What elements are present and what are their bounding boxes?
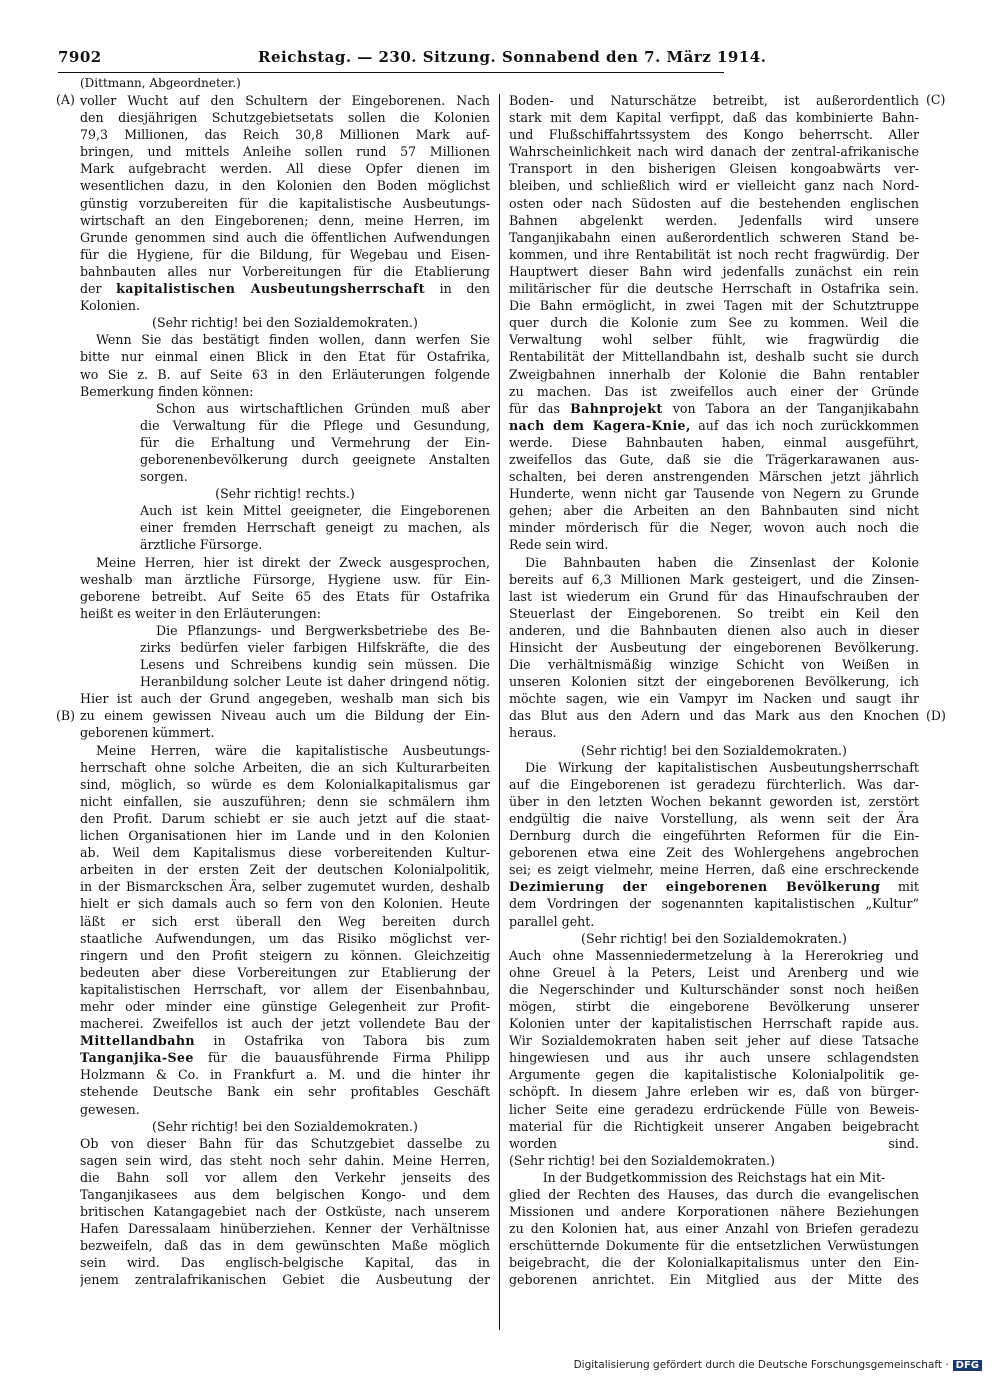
right-column-line: heraus. [509, 725, 557, 741]
right-column-line: zu den Kolonien hat, aus einer Anzahl von Briefen geradezu [509, 1221, 919, 1237]
left-column-line: Die Pflanzungs- und Bergwerksbetriebe des Be- [156, 622, 490, 638]
left-column-line: Schon aus wirtschaftlichen Gründen muß aber [156, 400, 490, 416]
right-column-line: licher Seite eine geradezu erdrückende Fülle von Beweis- [509, 1101, 919, 1117]
left-column-line: für die Erhaltung und Vermehrung der Ein- [140, 434, 490, 450]
right-column-line: kommen, und ihre Rentabilität ist noch recht fragwürdig. Der [509, 246, 919, 262]
left-column-line: wo Sie z. B. auf Seite 63 in den Erläuterungen folgende [80, 366, 490, 382]
right-column-line: auf die Eingeborenen ist geradezu fürchterlich. Was dar- [509, 776, 919, 792]
left-column-line: voller Wucht auf den Schultern der Eingeborenen. Nach [80, 93, 490, 108]
right-column-line: Dernburg durch die eingeführten Reformen für die Ein- [509, 828, 919, 844]
right-column-line: möchte sagen, wie ein Vampyr im Nacken und saugt ihr [509, 691, 919, 707]
right-column-line: werde. Diese Bahnbauten haben, einmal ausgeführt, [509, 434, 919, 450]
right-column-line: Hunderte, wenn nicht gar Tausende von Negern zu Grunde [509, 486, 919, 502]
page-number: 7902 [58, 48, 102, 66]
left-column-line: jenem zentralafrikanischen Gebiet die Ausbeutung der [80, 1272, 490, 1288]
right-column-line: Hauptwert dieser Bahn wird jedenfalls zunächst ein rein [509, 263, 919, 279]
right-column-line: militärischer für die deutsche Herrschaft in Ostafrika sein. [509, 281, 919, 297]
emphasis: nach dem Kagera-Knie, [509, 417, 691, 433]
right-column-line: zweifellos das Gute, daß sie die Trägerkarawanen aus- [509, 451, 919, 467]
left-column-line: läßt er sich erst überall den Weg bereiten durch [80, 913, 490, 929]
left-column-line: bezweifeln, daß das in dem gewünschten Maße möglich [80, 1238, 490, 1254]
left-column-line: bedeuten aber diese Vorbereitungen zur Etablierung der [80, 964, 490, 980]
right-column-line: stark mit dem Kapital verfippt, daß das kombinierte Bahn- [509, 110, 919, 126]
left-column-line: weshalb man ärztliche Fürsorge, Hygiene usw. für Ein- [80, 571, 490, 587]
running-title: Reichstag. — 230. Sitzung. Sonnabend den 7. März 1914. [258, 48, 767, 66]
left-column-line: der kapitalistischen Ausbeutungsherrschaft in den [80, 281, 490, 297]
left-column-line: zirks bedürfen vieler farbigen Hilfskräfte, die des [140, 640, 490, 655]
left-column-line: sind, möglich, so würde es dem Kolonialkapitalismus gar [80, 776, 490, 792]
emphasis: kapitalistischen Ausbeutungsherrschaft [116, 281, 425, 297]
left-column-line: 79,3 Millionen, das Reich 30,8 Millionen Mark auf- [80, 127, 490, 143]
left-column-line: Holzmann & Co. in Frankfurt a. M. und die hinter ihr [80, 1067, 490, 1083]
left-column-line: Mark aufgebracht werden. All diese Opfer dienen im [80, 161, 490, 177]
right-column-line: Missionen und andere Korporationen nähere Beziehungen [509, 1204, 919, 1220]
right-column-line: Rede sein wird. [509, 537, 609, 553]
left-column-line: geborene betreibt. Auf Seite 65 des Etats für Ostafrika [80, 588, 490, 604]
left-column-line: wesentlichen dazu, in den Kolonien den Boden möglichst [80, 178, 490, 194]
left-column-line: Wenn Sie das bestätigt finden wollen, dann werfen Sie [96, 332, 490, 348]
left-column-line: Auch ist kein Mittel geeigneter, die Eingeborenen [140, 503, 490, 519]
right-column-line: dem Vordringen der sogenannten kapitalistischen „Kultur“ [509, 896, 919, 912]
left-column-line: ringern und den Profit steigern zu können. Gleichzeitig [80, 947, 490, 963]
left-column-line: wirtschaft an den Eingeborenen; denn, meine Herren, im [80, 212, 490, 228]
right-column-line: worden sind. [509, 1135, 919, 1151]
right-column-line: über in den letzten Wochen bekannt geworden ist, zerstört [509, 793, 919, 809]
right-column-line: osten oder nach Südosten auf die bestehenden englischen [509, 195, 919, 211]
left-column-line: (Sehr richtig! bei den Sozialdemokraten.) [152, 1118, 418, 1134]
left-column-line: Kolonien. [80, 298, 140, 314]
funding-footer [574, 1359, 982, 1371]
left-column-line: bitte nur einmal einen Blick in den Etat für Ostafrika, [80, 349, 490, 365]
left-column-line: die Verwaltung für die Pflege und Gesundung, [140, 417, 490, 433]
left-column-line: Tanganjika-See für die bauausführende Firma Philipp [80, 1050, 490, 1066]
right-column-line: für das Bahnprojekt von Tabora an der Tanganjikabahn [509, 400, 919, 416]
left-column-line: ärztliche Fürsorge. [140, 537, 263, 553]
right-column-line: last ist wiederum ein Grund für das Hinaufschrauben der [509, 588, 919, 604]
left-column-line: herrschaft ohne solche Arbeiten, die an sich Kulturarbeiten [80, 759, 490, 775]
left-column-line: Grunde genommen sind auch die öffentlichen Aufwendungen [80, 229, 490, 245]
margin-marker-c: (C) [926, 92, 946, 107]
left-column-line: den Profit. Darum schiebt er sie auch jetzt auf die staat- [80, 810, 490, 826]
right-column-line: mögen, stirbt die eingeborene Bevölkerung unserer [509, 998, 919, 1014]
right-column-line: Bahnen abgelenkt werden. Jedenfalls wird unsere [509, 212, 919, 228]
emphasis: Tanganjika-See [80, 1050, 194, 1066]
left-column-line: (Sehr richtig! bei den Sozialdemokraten.) [152, 315, 418, 331]
right-column-line: erschütternde Dokumente für die entsetzlichen Verwüstungen [509, 1238, 919, 1254]
left-column-line: macherei. Zweifellos ist auch der jetzt vollendete Bau der [80, 1016, 490, 1032]
footer-text: Digitalisierung gefördert durch die Deutsche Forschungsgemeinschaft · [573, 1359, 949, 1371]
left-column-line: stehende Deutsche Bank ein sehr profitables Geschäft [80, 1084, 490, 1100]
speaker-note: (Dittmann, Abgeordneter.) [80, 76, 241, 90]
left-column [80, 92, 490, 1289]
right-column-line: Die Wirkung der kapitalistischen Ausbeutungsherrschaft [525, 759, 919, 775]
dfg-logo: DFG [953, 1360, 982, 1371]
right-column-line: Steuerlast der Eingeborenen. So treibt ein Keil den [509, 605, 919, 621]
right-column-line: geborenen etwa eine Zeit des Wohlergehens angebrochen [509, 845, 919, 861]
left-column-line: britischen Katangagebiet nach der Ostküste, nach unserem [80, 1204, 490, 1220]
left-column-line: sorgen. [140, 469, 188, 485]
right-column-line: Die Bahnbauten haben die Zinsenlast der Kolonie [525, 554, 919, 570]
right-column-line: nach dem Kagera-Knie, auf das ich noch zurückkommen [509, 417, 919, 433]
left-column-line: gewesen. [80, 1101, 140, 1117]
right-column-line: Auch ohne Massenniedermetzelung à la Hererokrieg und [509, 947, 919, 963]
left-column-line: (Sehr richtig! rechts.) [215, 486, 355, 502]
left-column-line: günstig vorzubereiten für die kapitalistische Ausbeutungs- [80, 195, 490, 211]
right-column-line: endgültig die naive Vorstellung, als wenn seit der Ära [509, 810, 919, 826]
right-column-line: Boden- und Naturschätze betreibt, ist außerordentlich [509, 93, 919, 108]
left-column-line: nicht einfallen, sie auszuführen; denn sie schmälern ihm [80, 793, 490, 809]
right-column-line: Transport in den bisherigen Gleisen kongoabwärts ver- [509, 161, 919, 177]
right-column-line: anderen, und die Bahnbauten dienen also auch in dieser [509, 622, 919, 638]
left-column-line: lichen Organisationen hier im Lande und in den Kolonien [80, 828, 490, 844]
header-rule [58, 72, 724, 73]
right-column-line: (Sehr richtig! bei den Sozialdemokraten.) [581, 930, 847, 946]
left-column-line: den diesjährigen Schutzgebietsetats sollen die Kolonien [80, 110, 490, 126]
right-column-line: bereits auf 6,3 Millionen Mark gesteigert, und die Zinsen- [509, 571, 919, 587]
right-column-line: material für die Richtigkeit unserer Angaben beigebracht [509, 1118, 919, 1134]
left-column-line: sagen sein wird, das steht noch sehr dahin. Meine Herren, [80, 1152, 490, 1168]
right-column-line: Zweigbahnen innerhalb der Kolonie die Bahn rentabler [509, 366, 919, 382]
left-column-line: staatliche Aufwendungen, um das Risiko möglichst ver- [80, 930, 490, 946]
right-column-line: hingewiesen und aus ihr auch unsere schlagendsten [509, 1050, 919, 1066]
left-column-line: bahnbauten alles nur Vorbereitungen für die Etablierung [80, 263, 490, 279]
left-column-line: hielt er sich damals auch so fern von den Kolonien. Heute [80, 896, 490, 912]
right-column-line: bleiben, und schließlich wird er vielleicht ganz nach Nord- [509, 178, 919, 194]
right-column-line: (Sehr richtig! bei den Sozialdemokraten.) [509, 1152, 775, 1168]
left-column-line: in der Bismarckschen Ära, selber zugemutet wurden, deshalb [80, 879, 490, 895]
right-column-line: Die Bahn ermöglicht, in zwei Tagen mit der Schutztruppe [509, 298, 919, 314]
right-column-line: und Flußschiffahrtssystem des Kongo beherrscht. Aller [509, 127, 919, 143]
left-column-line: mehr oder minder eine günstige Gelegenheit zur Profit- [80, 998, 490, 1014]
right-column-line: die Negerschinder und Kulturschänder sonst noch heißen [509, 981, 919, 997]
left-column-line: Lesens und Schreibens kundig sein müssen. Die [140, 657, 490, 673]
left-column-line: Hafen Daressalaam hinüberziehen. Kenner der Verhältnisse [80, 1221, 490, 1237]
margin-marker-a: (A) [56, 92, 75, 107]
column-divider [499, 94, 500, 1330]
right-column [509, 92, 919, 1289]
right-column-line: schöpft. In diesem Jahre erleben wir es, daß von bürger- [509, 1084, 919, 1100]
left-column-line: heißt es weiter in den Erläuterungen: [80, 605, 322, 621]
right-column-line: beigebracht, die der Kolonialkapitalismus unter den Ein- [509, 1255, 919, 1271]
left-column-line: zu einem gewissen Niveau auch um die Bildung der Ein- [80, 708, 490, 724]
right-column-line: das Blut aus den Adern und das Mark aus den Knochen [509, 708, 919, 724]
right-column-line: sei; es zeigt vielmehr, meine Herren, daß eine erschreckende [509, 862, 919, 878]
margin-marker-d: (D) [926, 708, 946, 723]
right-column-line: geborenen anrichtet. Ein Mitglied aus der Mitte des [509, 1272, 919, 1288]
right-column-line: glied der Rechten des Hauses, das durch die evangelischen [509, 1187, 919, 1202]
left-column-line: Heranbildung solcher Leute ist daher dringend nötig. [140, 674, 490, 690]
left-column-line: einer fremden Herrschaft geneigt zu machen, als [140, 520, 490, 536]
right-column-line: Die verhältnismäßig winzige Schicht von Weißen in [509, 657, 919, 673]
right-column-line: gehen; aber die Arbeiten an den Bahnbauten sind nicht [509, 503, 919, 519]
right-column-line: In der Budgetkommission des Reichstags hat ein Mit- [542, 1169, 886, 1185]
right-column-line: Dezimierung der eingeborenen Bevölkerung mit [509, 879, 919, 895]
left-column-line: arbeiten in der ersten Zeit der deutschen Kolonialpolitik, [80, 862, 490, 878]
left-column-line: geborenenbevölkerung durch geeignete Anstalten [140, 451, 490, 467]
right-column-line: Argumente gegen die kapitalistische Kolonialpolitik ge- [509, 1067, 919, 1083]
right-column-line: Kolonien unter der kapitalistischen Herrschaft rapide aus. [509, 1016, 919, 1032]
right-column-line: ohne Greuel à la Peters, Leist und Arenberg und wie [509, 964, 919, 980]
right-column-line: Tanganjikabahn einen außerordentlich schweren Stand be- [509, 229, 919, 245]
margin-marker-b: (B) [56, 708, 76, 723]
right-column-line: parallel geht. [509, 913, 595, 929]
page-header [58, 44, 767, 70]
left-column-line: für die Hygiene, für die Bildung, für Wegebau und Eisen- [80, 246, 490, 262]
right-column-line: zu machen. Das ist zweifellos auch einer der Gründe [509, 383, 919, 399]
left-column-line: kapitalistischen Herrschaft, vor allem der Eisenbahnbau, [80, 981, 490, 997]
left-column-line: sein wird. Das englisch-belgische Kapital, das in [80, 1255, 490, 1271]
right-column-line: unseren Kolonien sitzt der eingeborenen Bevölkerung, ich [509, 674, 919, 690]
left-column-line: Meine Herren, hier ist direkt der Zweck ausgesprochen, [96, 554, 490, 570]
right-column-line: minder mörderisch für die Neger, wovon auch noch die [509, 520, 919, 536]
left-column-line: bringen, und mittels Anleihe sollen rund 57 Millionen [80, 144, 490, 160]
left-column-line: Ob von dieser Bahn für das Schutzgebiet dasselbe zu [80, 1135, 490, 1151]
right-column-line: Hinsicht der Ausbeutung der eingeborenen Bevölkerung. [509, 640, 919, 655]
emphasis: Dezimierung der eingeborenen Bevölkerung [509, 879, 881, 895]
right-column-line: Wir Sozialdemokraten haben seit jeher auf diese Tatsache [509, 1033, 919, 1049]
right-column-line: Rentabilität der Mittellandbahn ist, deshalb sucht sie durch [509, 349, 919, 365]
emphasis: Mittellandbahn [80, 1033, 195, 1049]
right-column-line: schalten, bei deren anstrengenden Märschen jetzt jährlich [509, 469, 919, 485]
left-column-line: Mittellandbahn in Ostafrika von Tabora bis zum [80, 1033, 490, 1049]
left-column-line: die Bahn soll vor allem den Verkehr jenseits des [80, 1169, 490, 1185]
left-column-line: Bemerkung finden können: [80, 383, 254, 399]
right-column-line: (Sehr richtig! bei den Sozialdemokraten.) [581, 742, 847, 758]
left-column-line: Meine Herren, wäre die kapitalistische Ausbeutungs- [96, 742, 490, 758]
right-column-line: Verwaltung wohl selber fühlt, wie fragwürdig die [509, 332, 919, 348]
left-column-line: ab. Weil dem Kapitalismus diese vorbereitenden Kultur- [80, 845, 490, 861]
right-column-line: Wahrscheinlichkeit nach wird danach der zentral-afrikanische [509, 144, 919, 160]
emphasis: Bahnprojekt [570, 400, 663, 416]
left-column-line: geborenen kümmert. [80, 725, 215, 741]
left-column-line: Tanganjikasees aus dem belgischen Kongo- und dem [80, 1187, 490, 1202]
left-column-line: Hier ist auch der Grund angegeben, weshalb man sich bis [80, 691, 490, 707]
right-column-line: quer durch die Kolonie zum See zu kommen. Weil die [509, 315, 919, 331]
